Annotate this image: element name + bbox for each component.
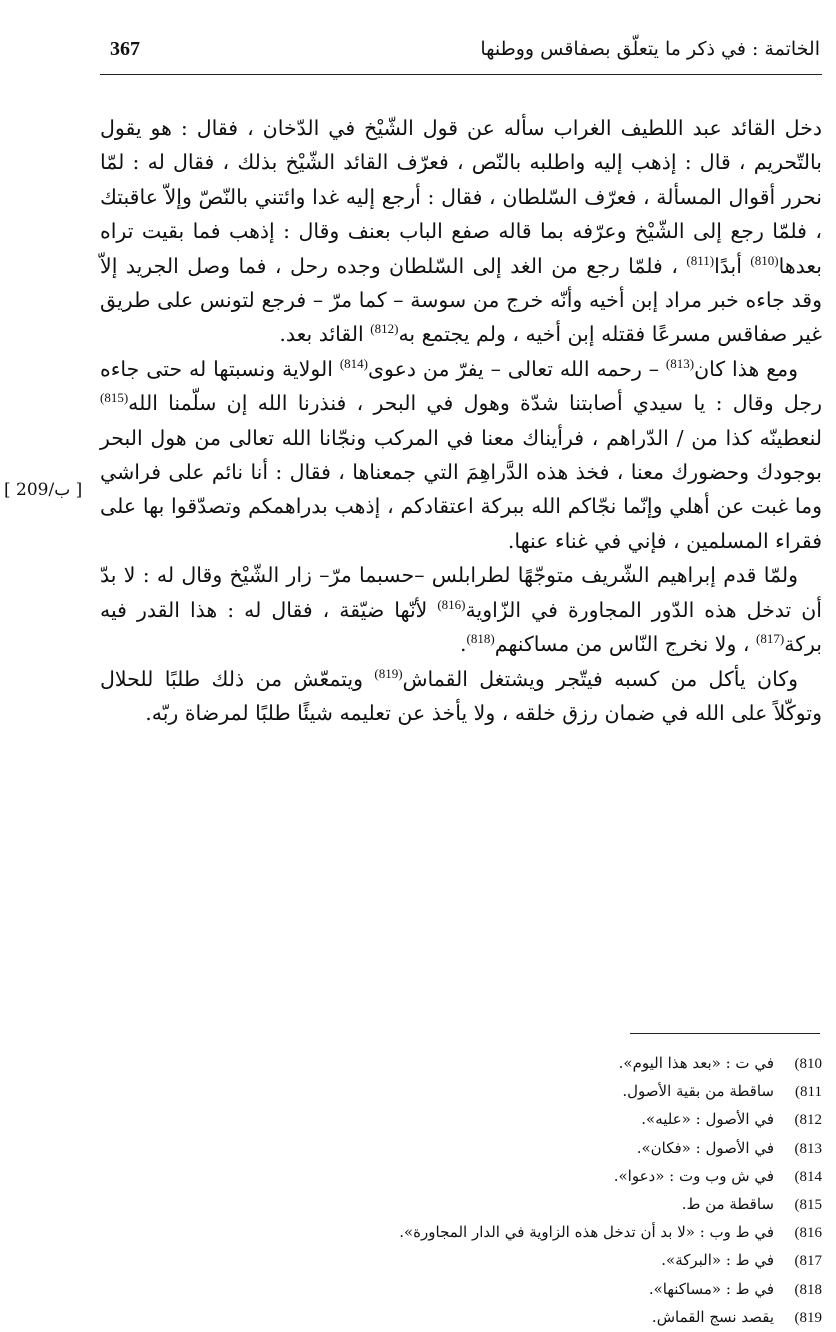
footnote-text: في ط وب : «لا بد أن تدخل هذه الزاوية في الدار المجاورة». bbox=[399, 1223, 774, 1242]
footnote bbox=[100, 1191, 822, 1219]
footnote-reference: (810) bbox=[750, 252, 779, 268]
footnote-reference: (817) bbox=[756, 631, 785, 647]
paragraph-text: ولمّا قدم إبراهيم الشّريف متوجّهًا لطرابلس –حسبما مرّ– زار الشّيْخ وقال له : لا بدّ أن تدخل هذه الدّور المجاورة في الزّاوية bbox=[100, 563, 822, 622]
footnote bbox=[100, 1247, 822, 1275]
footnote-reference: (818) bbox=[466, 631, 495, 647]
footnote-text: في الأصول : «فكان». bbox=[636, 1138, 774, 1157]
footnote bbox=[100, 1078, 822, 1106]
paragraph-text: – رحمه الله تعالى – يفرّ من دعوى bbox=[368, 356, 666, 381]
footnote-reference: (819) bbox=[374, 665, 403, 681]
footnote-reference: (811) bbox=[686, 252, 715, 268]
footnote-reference: (813) bbox=[665, 356, 695, 372]
running-header bbox=[100, 38, 822, 75]
body-paragraph bbox=[100, 662, 822, 731]
paragraph-text: . bbox=[460, 632, 467, 657]
footnote-reference: (815) bbox=[100, 390, 129, 406]
body-paragraph bbox=[100, 558, 822, 661]
paragraph-text: القائد بعد. bbox=[279, 322, 371, 347]
footnote-text: في الأصول : «عليه». bbox=[641, 1110, 774, 1129]
paragraph-text: لنعطينّه كذا من / الدّراهم ، فرأيناك معنا في المركب ونجّانا الله تعالى من هول البحر بوجودك وحضورك معنا ، فخذ هذه الدَّراهِمَ التي جمعناها ، فقال : أنا نائم على فراشي وما غبت عن أهلي وإنّما نجّاكم الله ببركة اعتقادكم ، إذهب بدراهمكم وتصدّقوا بها على فقراء المسلمين ، فإني في غناء عنها. bbox=[100, 425, 822, 553]
footnote-text: ساقطة من ط. bbox=[681, 1195, 774, 1214]
footnote-reference: (814) bbox=[339, 356, 368, 372]
main-text bbox=[100, 111, 822, 730]
footnotes-list bbox=[100, 1050, 822, 1332]
footnote-number: (816 bbox=[794, 1225, 822, 1242]
paragraph-text: دخل القائد عبد اللطيف الغراب سأله عن قول الشّيْخ في الدّخان ، فقال : هو يقول بالتّحريم ، قال : إذهب إليه واطلبه بالنّص ، فعرّف القائد الشّيْخ بذلك ، فقال له : لمّا نحرر أقوال المسألة ، فعرّف السّلطان ، فقال : أرجع إليه غدا وائتني بالنّصّ وإلاّ عاقبتك ، فلمّا رجع إلى الشّيْخ وعرّفه بما قاله صفع الباب بعنف وقال : إذهب فما بقيت تراه بعدها bbox=[100, 116, 822, 278]
footnote-number: (817 bbox=[794, 1253, 822, 1270]
footnote-text: في ط : «مساكنها». bbox=[648, 1279, 774, 1298]
footnote bbox=[100, 1106, 822, 1134]
paragraph-text: وكان يأكل من كسبه فيتّجر ويشتغل القماش bbox=[402, 666, 799, 691]
page-number: 367 bbox=[110, 38, 140, 60]
footnote-reference: (816) bbox=[437, 596, 466, 612]
footnote bbox=[100, 1276, 822, 1304]
footnote bbox=[100, 1304, 822, 1332]
footnote-divider bbox=[630, 1033, 820, 1034]
footnote-text: ساقطة من بقية الأصول. bbox=[622, 1082, 774, 1101]
footnote-text: في ش وب وت : «دعوا». bbox=[613, 1166, 774, 1185]
footnote-number: (813 bbox=[794, 1140, 822, 1157]
footnote-number: (811 bbox=[795, 1084, 822, 1101]
paragraph-text: لأنّها ضيّقة ، فقال له : هذا القدر فيه بركة bbox=[100, 597, 822, 657]
paragraph-text: أبدًا bbox=[714, 253, 751, 278]
footnote-number: (810 bbox=[794, 1056, 822, 1072]
footnote-number: (812 bbox=[794, 1112, 822, 1129]
footnote-text: في ت : «بعد هذا اليوم». bbox=[618, 1054, 774, 1072]
paragraph-text: ، ولا نخرج النّاس من مساكنهم bbox=[494, 632, 757, 657]
footnote bbox=[100, 1135, 822, 1163]
body-paragraph bbox=[100, 111, 822, 352]
footnote-number: (814 bbox=[794, 1168, 822, 1185]
footnote-text: يقصد نسج القماش. bbox=[651, 1307, 774, 1326]
footnote bbox=[100, 1050, 822, 1078]
body-paragraph bbox=[100, 352, 822, 558]
footnote bbox=[100, 1163, 822, 1191]
paragraph-text: الولاية ونسبتها له حتى جاءه رجل وقال : يا سيدي أصابتنا شدّة وهول في البحر ، فنذرنا الله إن سلّمنا الله bbox=[100, 356, 822, 416]
paragraph-text: ويتمعّش من ذلك طلبًا للحلال وتوكّلاً على الله في ضمان رزق خلقه ، ولا يأخذ عن تعليمه شيئًا طلبًا لمرضاة ربّه. bbox=[100, 666, 822, 725]
paragraph-text: ومع هذا كان bbox=[694, 356, 798, 381]
paragraph-text: ، فلمّا رجع من الغد إلى السّلطان وجده رحل ، فما وصل الجريد إلاّ وقد جاءه خبر مراد إبن أخيه وأنّه خرج من سوسة – كما مرّ – فرجع لتونس على طريق غير صفاقس مسرعًا فقتله إبن أخيه ، ولم يجتمع به bbox=[100, 253, 822, 347]
running-title: الخاتمة : في ذكر ما يتعلّق بصفاقس ووطنها bbox=[480, 38, 820, 60]
footnote-number: (818 bbox=[794, 1281, 822, 1298]
footnote-number: (819 bbox=[794, 1309, 822, 1326]
footnote-text: في ط : «البركة». bbox=[661, 1251, 774, 1270]
footnote bbox=[100, 1219, 822, 1247]
footnote-reference: (812) bbox=[370, 321, 399, 337]
footnote-number: (815 bbox=[794, 1197, 822, 1214]
manuscript-folio-note: [ 209/ب ] bbox=[4, 480, 83, 500]
